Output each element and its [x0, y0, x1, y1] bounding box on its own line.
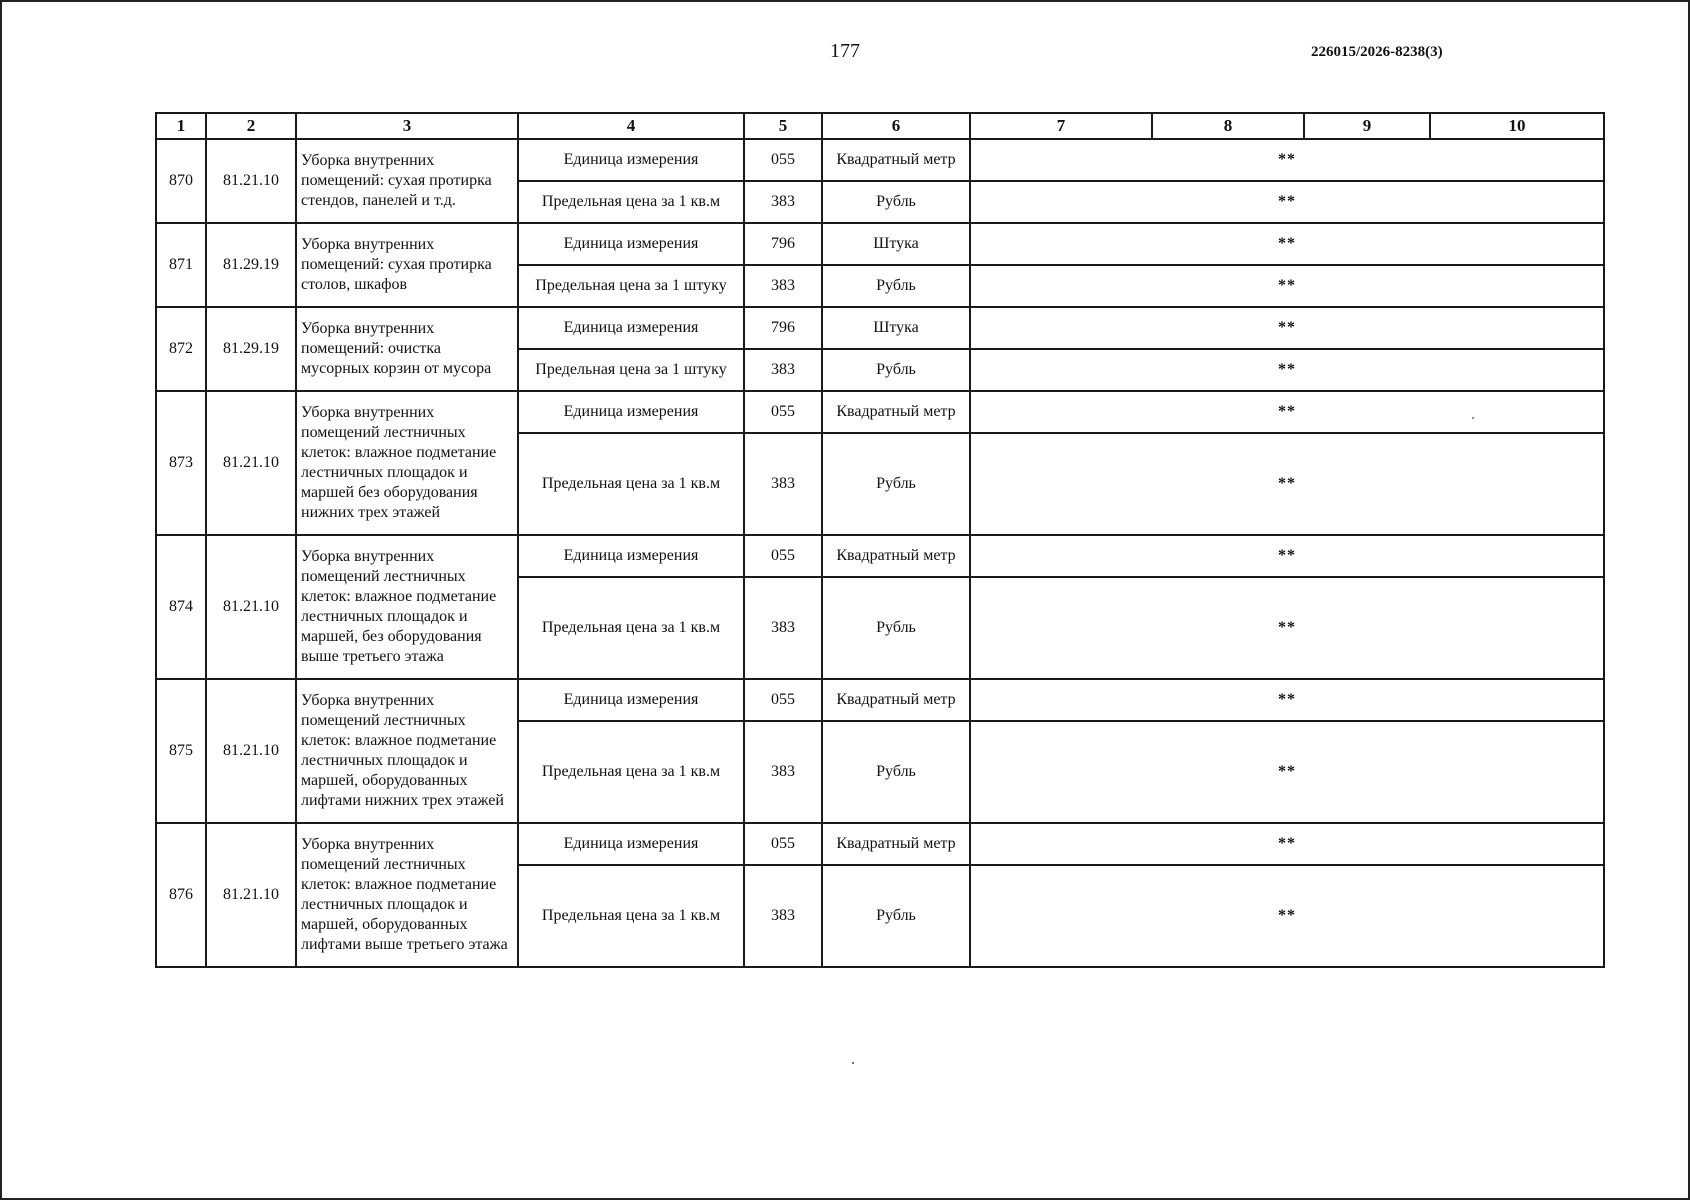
price-table	[155, 112, 1605, 968]
line-unit: Квадратный метр	[822, 679, 970, 721]
row-description: Уборка внутренних помещений лестничных клеток: влажное подметание лестничных площадок и маршей, оборудованных лифтами выше третьего этажа	[296, 823, 518, 967]
line-name: Единица измерения	[518, 223, 744, 265]
row-number: 870	[156, 139, 206, 223]
col-header-2: 2	[206, 113, 296, 139]
line-value: **	[970, 349, 1604, 391]
line-name: Единица измерения	[518, 535, 744, 577]
line-code: 383	[744, 721, 822, 823]
line-unit: Рубль	[822, 349, 970, 391]
line-code: 055	[744, 823, 822, 865]
col-header-6: 6	[822, 113, 970, 139]
line-value: **	[970, 823, 1604, 865]
line-value: **	[970, 865, 1604, 967]
line-name: Предельная цена за 1 кв.м	[518, 577, 744, 679]
line-name: Предельная цена за 1 кв.м	[518, 865, 744, 967]
row-number: 871	[156, 223, 206, 307]
line-value: **	[970, 679, 1604, 721]
line-value: **	[970, 181, 1604, 223]
okpd-code: 81.21.10	[206, 823, 296, 967]
line-code: 055	[744, 535, 822, 577]
table-row	[156, 391, 1604, 433]
table-row	[156, 823, 1604, 865]
line-code: 383	[744, 181, 822, 223]
table-row	[156, 223, 1604, 265]
line-code: 383	[744, 865, 822, 967]
col-header-7: 7	[970, 113, 1152, 139]
line-value: **	[970, 265, 1604, 307]
line-name: Единица измерения	[518, 307, 744, 349]
col-header-1: 1	[156, 113, 206, 139]
table-row	[156, 307, 1604, 349]
row-number: 876	[156, 823, 206, 967]
okpd-code: 81.21.10	[206, 139, 296, 223]
line-name: Предельная цена за 1 штуку	[518, 265, 744, 307]
line-code: 796	[744, 307, 822, 349]
row-description: Уборка внутренних помещений лестничных клеток: влажное подметание лестничных площадок и маршей, без оборудования выше третьего этажа	[296, 535, 518, 679]
line-unit: Штука	[822, 307, 970, 349]
line-unit: Рубль	[822, 577, 970, 679]
line-value: **	[970, 391, 1604, 433]
okpd-code: 81.21.10	[206, 679, 296, 823]
line-value: **	[970, 535, 1604, 577]
table-row	[156, 679, 1604, 721]
line-value: **	[970, 433, 1604, 535]
row-number: 873	[156, 391, 206, 535]
line-unit: Рубль	[822, 181, 970, 223]
line-name: Предельная цена за 1 кв.м	[518, 433, 744, 535]
col-header-5: 5	[744, 113, 822, 139]
col-header-3: 3	[296, 113, 518, 139]
line-unit: Штука	[822, 223, 970, 265]
table-row	[156, 535, 1604, 577]
okpd-code: 81.21.10	[206, 391, 296, 535]
line-unit: Квадратный метр	[822, 139, 970, 181]
line-code: 383	[744, 349, 822, 391]
line-value: **	[970, 307, 1604, 349]
line-name: Предельная цена за 1 штуку	[518, 349, 744, 391]
col-header-9: 9	[1304, 113, 1430, 139]
line-name: Единица измерения	[518, 139, 744, 181]
line-name: Единица измерения	[518, 391, 744, 433]
line-value: **	[970, 223, 1604, 265]
line-code: 055	[744, 391, 822, 433]
line-code: 055	[744, 139, 822, 181]
line-unit: Рубль	[822, 721, 970, 823]
line-value: **	[970, 577, 1604, 679]
row-number: 872	[156, 307, 206, 391]
line-value: **	[970, 721, 1604, 823]
row-description: Уборка внутренних помещений лестничных клеток: влажное подметание лестничных площадок и маршей, оборудованных лифтами нижних трех этажей	[296, 679, 518, 823]
scan-speck	[852, 1062, 854, 1064]
line-unit: Квадратный метр	[822, 823, 970, 865]
col-header-10: 10	[1430, 113, 1604, 139]
row-number: 875	[156, 679, 206, 823]
row-number: 874	[156, 535, 206, 679]
okpd-code: 81.29.19	[206, 223, 296, 307]
line-value: **	[970, 139, 1604, 181]
line-code: 383	[744, 577, 822, 679]
row-description: Уборка внутренних помещений лестничных клеток: влажное подметание лестничных площадок и маршей без оборудования нижних трех этажей	[296, 391, 518, 535]
line-unit: Квадратный метр	[822, 535, 970, 577]
line-code: 383	[744, 265, 822, 307]
line-name: Единица измерения	[518, 823, 744, 865]
row-description: Уборка внутренних помещений: очистка мусорных корзин от мусора	[296, 307, 518, 391]
header-row	[156, 113, 1604, 139]
row-description: Уборка внутренних помещений: сухая протирка столов, шкафов	[296, 223, 518, 307]
okpd-code: 81.29.19	[206, 307, 296, 391]
line-name: Единица измерения	[518, 679, 744, 721]
col-header-8: 8	[1152, 113, 1304, 139]
document-id: 226015/2026-8238(3)	[1311, 44, 1443, 60]
table-row	[156, 139, 1604, 181]
okpd-code: 81.21.10	[206, 535, 296, 679]
col-header-4: 4	[518, 113, 744, 139]
line-unit: Рубль	[822, 865, 970, 967]
line-unit: Рубль	[822, 433, 970, 535]
line-code: 383	[744, 433, 822, 535]
line-code: 055	[744, 679, 822, 721]
line-name: Предельная цена за 1 кв.м	[518, 181, 744, 223]
scan-speck	[1472, 417, 1474, 419]
page-number: 177	[830, 40, 860, 62]
line-unit: Рубль	[822, 265, 970, 307]
row-description: Уборка внутренних помещений: сухая протирка стендов, панелей и т.д.	[296, 139, 518, 223]
line-unit: Квадратный метр	[822, 391, 970, 433]
line-name: Предельная цена за 1 кв.м	[518, 721, 744, 823]
line-code: 796	[744, 223, 822, 265]
